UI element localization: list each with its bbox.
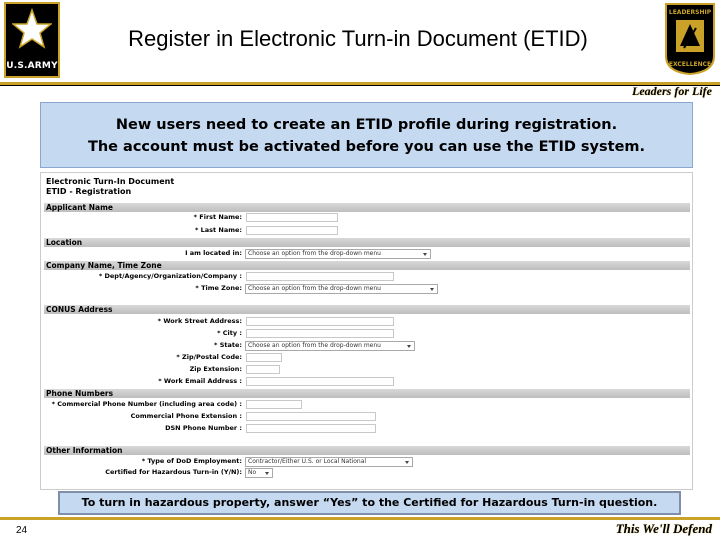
badge-top-text: LEADERSHIP: [668, 9, 712, 16]
dod-type-value: Contractor/Either U.S. or Local National: [248, 458, 367, 465]
section-location: Location: [44, 238, 690, 247]
time-zone-select[interactable]: [245, 284, 438, 294]
chevron-down-icon: [407, 345, 411, 348]
first-name-input[interactable]: [246, 213, 338, 222]
leadership-excellence-badge: [664, 2, 716, 76]
email-input[interactable]: [246, 377, 394, 386]
dept-label: * Dept/Agency/Organization/Company :: [98, 272, 242, 280]
section-applicant-name: Applicant Name: [44, 203, 690, 212]
page-number: 24: [16, 525, 28, 536]
time-zone-value: Choose an option from the drop-down menu: [248, 285, 381, 292]
last-name-label: * Last Name:: [194, 226, 242, 234]
section-other-info: Other Information: [44, 446, 690, 455]
chevron-down-icon: [423, 253, 427, 256]
hazardous-select[interactable]: [245, 468, 273, 478]
located-in-label: I am located in:: [185, 249, 242, 257]
chevron-down-icon: [405, 461, 409, 464]
commercial-ext-input[interactable]: [246, 412, 376, 421]
star-icon: [12, 8, 52, 50]
dept-input[interactable]: [246, 272, 394, 281]
footer-motto: This We'll Defend: [615, 521, 712, 536]
section-conus-address: CONUS Address: [44, 305, 690, 314]
logo-text: U.S.ARMY: [6, 61, 58, 71]
city-label: * City :: [217, 329, 242, 337]
commercial-phone-input[interactable]: [246, 400, 302, 409]
notice-line-1: New users need to create an ETID profile during registration.: [115, 117, 618, 133]
chevron-down-icon: [430, 288, 434, 291]
hazardous-value: No: [248, 469, 257, 476]
first-name-label: * First Name:: [193, 213, 242, 221]
registration-notice: [40, 102, 693, 168]
tagline: Leaders for Life: [632, 84, 712, 98]
section-company: Company Name, Time Zone: [44, 261, 690, 270]
us-army-logo: [4, 2, 60, 78]
section-phone-numbers: Phone Numbers: [44, 389, 690, 398]
slide-title: Register in Electronic Turn-in Document (ETID): [128, 26, 588, 51]
last-name-input[interactable]: [246, 226, 338, 235]
dsn-input[interactable]: [246, 424, 376, 433]
header-divider-line: [0, 85, 720, 86]
footer-divider: [0, 517, 720, 520]
hazardous-label: Certified for Hazardous Turn-in (Y/N):: [105, 468, 242, 476]
state-select[interactable]: [245, 341, 415, 351]
form-title-line-2: ETID - Registration: [46, 187, 132, 196]
form-title-line-1: Electronic Turn-In Document: [46, 177, 175, 186]
street-label: * Work Street Address:: [157, 317, 242, 325]
located-in-select[interactable]: [245, 249, 431, 259]
commercial-ext-label: Commercial Phone Extension :: [130, 412, 242, 420]
dod-type-select[interactable]: [245, 457, 413, 467]
email-label: * Work Email Address :: [158, 377, 242, 385]
dsn-label: DSN Phone Number :: [165, 424, 242, 432]
commercial-phone-label: * Commercial Phone Number (including area code) :: [51, 400, 242, 408]
zip-ext-input[interactable]: [246, 365, 280, 374]
hazard-notice: To turn in hazardous property, answer “Yes” to the Certified for Hazardous Turn-in question.: [58, 491, 681, 515]
badge-bottom-text: EXCELLENCE: [668, 61, 712, 68]
street-input[interactable]: [246, 317, 394, 326]
dod-type-label: * Type of DoD Employment:: [141, 457, 242, 465]
form-title: [46, 177, 174, 197]
state-value: Choose an option from the drop-down menu: [248, 342, 381, 349]
zip-input[interactable]: [246, 353, 282, 362]
time-zone-label: * Time Zone:: [195, 284, 242, 292]
chevron-down-icon: [265, 472, 269, 475]
notice-line-2: The account must be activated before you can use the ETID system.: [87, 139, 646, 155]
city-input[interactable]: [246, 329, 394, 338]
located-in-value: Choose an option from the drop-down menu: [248, 250, 381, 257]
state-label: * State:: [214, 341, 242, 349]
zip-ext-label: Zip Extension:: [189, 365, 242, 373]
zip-label: * Zip/Postal Code:: [176, 353, 242, 361]
